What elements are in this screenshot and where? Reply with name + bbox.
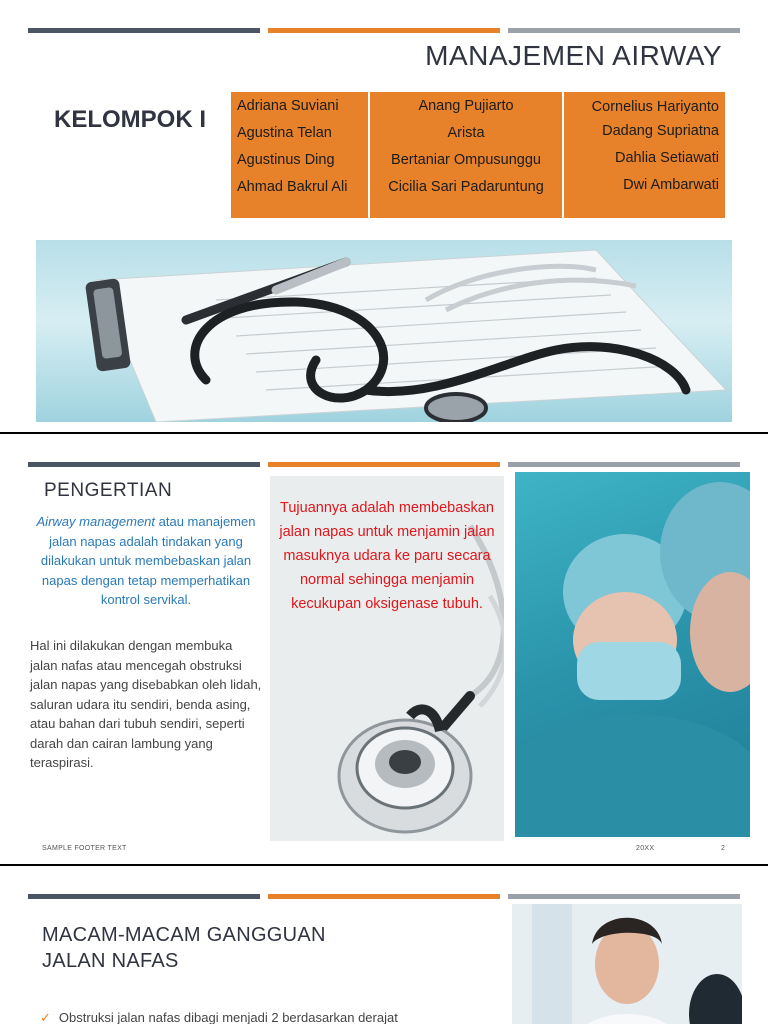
goal-text: Tujuannya adalah membebaskan jalan napas untuk menjamin jalan masuknya udara ke paru secara normal sehingga menjamin kecukupan oksigenase tubuh.: [279, 500, 495, 612]
bullet-text: Obstruksi jalan nafas dibagi menjadi 2 berdasarkan derajat: [58, 1010, 398, 1024]
accent-bar-lightgray: [508, 462, 740, 467]
section-title: PENGERTIAN: [44, 480, 173, 501]
accent-bar-lightgray: [508, 894, 740, 899]
definition-term: Airway management: [36, 514, 156, 529]
group-label: KELOMPOK I: [53, 106, 206, 133]
member-name: Cornelius Hariyanto: [591, 99, 719, 115]
member-name: Agustinus Ding: [237, 152, 335, 168]
body-text: Hal ini dilakukan dengan membuka jalan nafas atau mencegah obstruksi jalan napas yang disebabkan oleh lidah, saluran udara itu sendiri, benda asing, atau bahan dari tubuh sendiri, seperti darah dan cairan lambung yang teraspirasi.: [30, 638, 262, 770]
member-name: Bertaniar Ompusunggu: [391, 152, 541, 168]
accent-bar-gray: [28, 28, 260, 33]
member-name: Dadang Supriatna: [602, 123, 719, 139]
member-name: Arista: [447, 125, 485, 141]
top-accent-bars: [28, 28, 740, 33]
member-name: Dahlia Setiawati: [615, 150, 719, 166]
member-table: [231, 92, 725, 218]
accent-bar-orange: [268, 28, 500, 33]
stethoscope-clipboard-illustration: [36, 240, 732, 422]
top-accent-bars: [28, 462, 740, 467]
accent-bar-orange: [268, 462, 500, 467]
slide-3: [0, 866, 768, 1024]
accent-bar-gray: [28, 894, 260, 899]
doctor-photo: [512, 904, 742, 1024]
accent-bar-gray: [28, 462, 260, 467]
member-name: Cicilia Sari Padaruntung: [388, 179, 544, 195]
checkmark-icon: ✓: [40, 1010, 51, 1024]
member-name: Dwi Ambarwati: [623, 177, 719, 193]
member-column-2: [370, 92, 562, 218]
footer-date: 20XX: [636, 845, 655, 852]
page-number: 2: [721, 845, 726, 852]
member-name: Anang Pujiarto: [418, 98, 514, 114]
footer-text: SAMPLE FOOTER TEXT: [42, 845, 127, 852]
doctor-illustration: [512, 904, 742, 1024]
surgeon-illustration: [515, 472, 750, 837]
accent-bar-lightgray: [508, 28, 740, 33]
surgeon-photo: [515, 472, 750, 837]
slide-title: MANAJEMEN AIRWAY: [425, 40, 722, 71]
slide-2: [0, 434, 768, 864]
member-column-1: [231, 92, 368, 218]
member-name: Ahmad Bakrul Ali: [237, 179, 348, 195]
definition-text: [30, 512, 262, 610]
member-column-3: [564, 92, 725, 218]
accent-bar-orange: [268, 894, 500, 899]
definition-rest: atau manajemen jalan napas adalah tindakan yang dilakukan untuk membebaskan jalan napas dengan tetap memperhatikan kontrol servikal.: [40, 514, 256, 607]
top-accent-bars: [28, 894, 740, 899]
member-name: Adriana Suviani: [237, 98, 339, 114]
stethoscope-clipboard-photo: [36, 240, 732, 422]
bullet-item: [40, 1010, 460, 1024]
member-name: Agustina Telan: [237, 125, 332, 141]
slide-1: [0, 0, 768, 432]
section-title: MACAM-MACAM GANGGUAN JALAN NAFAS: [42, 924, 326, 972]
